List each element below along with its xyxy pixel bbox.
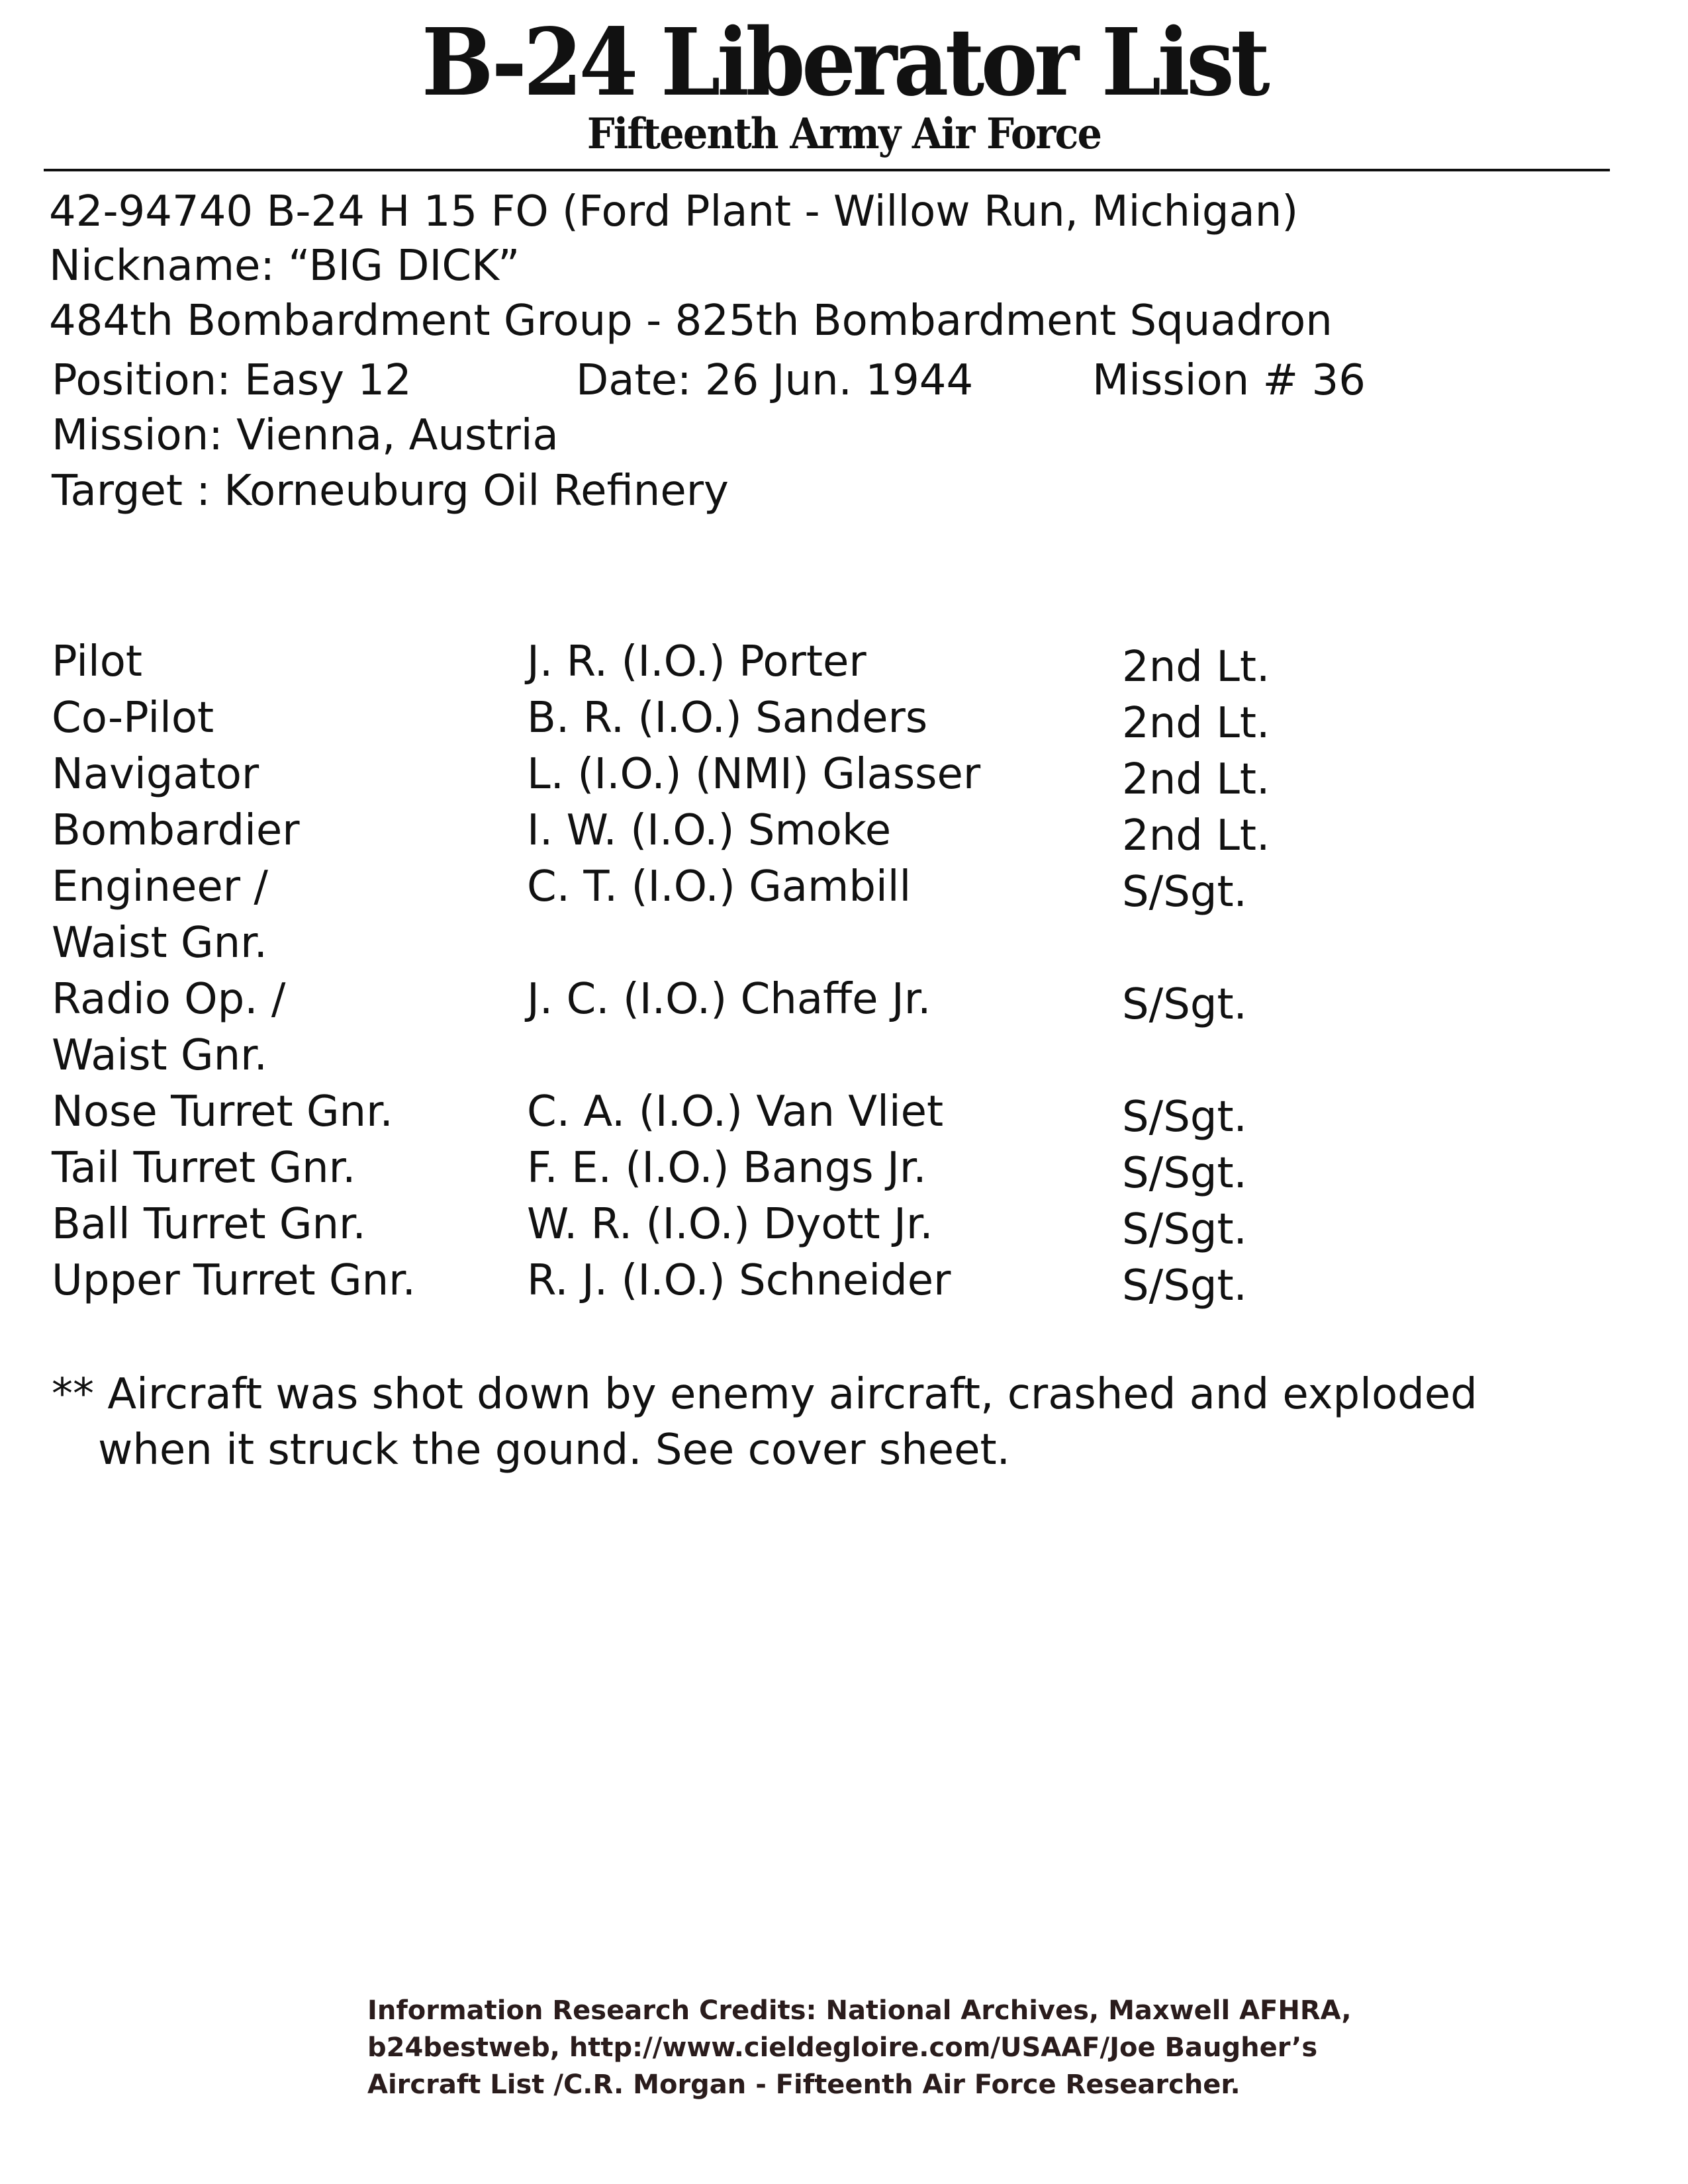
research-credits: [367, 1992, 1360, 2103]
loss-note: [52, 1367, 1640, 1478]
loss-note-line: when it struck the gound. See cover sheet.: [98, 1426, 1010, 1475]
position-field: Position: Easy 12: [52, 356, 412, 405]
crew-role: Engineer /: [52, 862, 268, 911]
target-field: Target : Korneuburg Oil Refinery: [52, 467, 729, 516]
unit-line: 484th Bombardment Group - 825th Bombardment Squadron: [49, 296, 1333, 345]
crew-name: B. R. (I.O.) Sanders: [527, 694, 928, 743]
crew-role: Ball Turret Gnr.: [52, 1200, 366, 1249]
crew-name: C. T. (I.O.) Gambill: [527, 862, 912, 911]
crew-rank: S/Sgt.: [1122, 1149, 1247, 1198]
crew-name: W. R. (I.O.) Dyott Jr.: [527, 1200, 933, 1249]
crew-name: R. J. (I.O.) Schneider: [527, 1256, 951, 1305]
crew-role: Upper Turret Gnr.: [52, 1256, 416, 1305]
crew-name: I. W. (I.O.) Smoke: [527, 806, 892, 855]
crew-name: L. (I.O.) (NMI) Glasser: [527, 750, 981, 799]
crew-rank: 2nd Lt.: [1122, 755, 1270, 804]
crew-name: J. R. (I.O.) Porter: [527, 637, 867, 686]
mission-field: Mission: Vienna, Austria: [52, 411, 559, 460]
crew-name: C. A. (I.O.) Van Vliet: [527, 1087, 944, 1136]
crew-role: Pilot: [52, 637, 142, 686]
crew-rank: 2nd Lt.: [1122, 699, 1270, 748]
page-title: B-24 Liberator List: [421, 9, 1267, 117]
crew-role-continued: Waist Gnr.: [52, 919, 267, 968]
page-subtitle: Fifteenth Army Air Force: [586, 109, 1102, 159]
crew-rank: 2nd Lt.: [1122, 643, 1270, 692]
loss-note-line: ** Aircraft was shot down by enemy aircraft, crashed and exploded: [52, 1370, 1477, 1419]
crew-role: Radio Op. /: [52, 975, 286, 1024]
crew-role: Navigator: [52, 750, 259, 799]
crew-name: J. C. (I.O.) Chaffe Jr.: [527, 975, 931, 1024]
crew-role: Nose Turret Gnr.: [52, 1087, 393, 1136]
crew-rank: 2nd Lt.: [1122, 811, 1270, 860]
crew-rank: S/Sgt.: [1122, 868, 1247, 917]
aircraft-nickname: Nickname: “BIG DICK”: [49, 242, 520, 291]
crew-rank: S/Sgt.: [1122, 1093, 1247, 1142]
crew-role: Tail Turret Gnr.: [52, 1144, 356, 1193]
crew-role: Co-Pilot: [52, 694, 214, 743]
crew-rank: S/Sgt.: [1122, 1261, 1247, 1310]
credits-line: b24bestweb, http://www.cieldegloire.com/USAAF/Joe Baugher’s: [367, 2032, 1318, 2063]
crew-rank: S/Sgt.: [1122, 980, 1247, 1029]
mission-number-field: Mission # 36: [1092, 356, 1366, 405]
crew-role: Bombardier: [52, 806, 300, 855]
crew-name: F. E. (I.O.) Bangs Jr.: [527, 1144, 927, 1193]
credits-line: Aircraft List /C.R. Morgan - Fifteenth Air Force Researcher.: [367, 2070, 1241, 2100]
header-divider: [44, 169, 1610, 171]
aircraft-serial-line: 42-94740 B-24 H 15 FO (Ford Plant - Willow Run, Michigan): [49, 187, 1299, 236]
credits-line: Information Research Credits: National Archives, Maxwell AFHRA,: [367, 1995, 1352, 2026]
crew-role-continued: Waist Gnr.: [52, 1031, 267, 1080]
date-field: Date: 26 Jun. 1944: [576, 356, 974, 405]
crew-rank: S/Sgt.: [1122, 1205, 1247, 1254]
